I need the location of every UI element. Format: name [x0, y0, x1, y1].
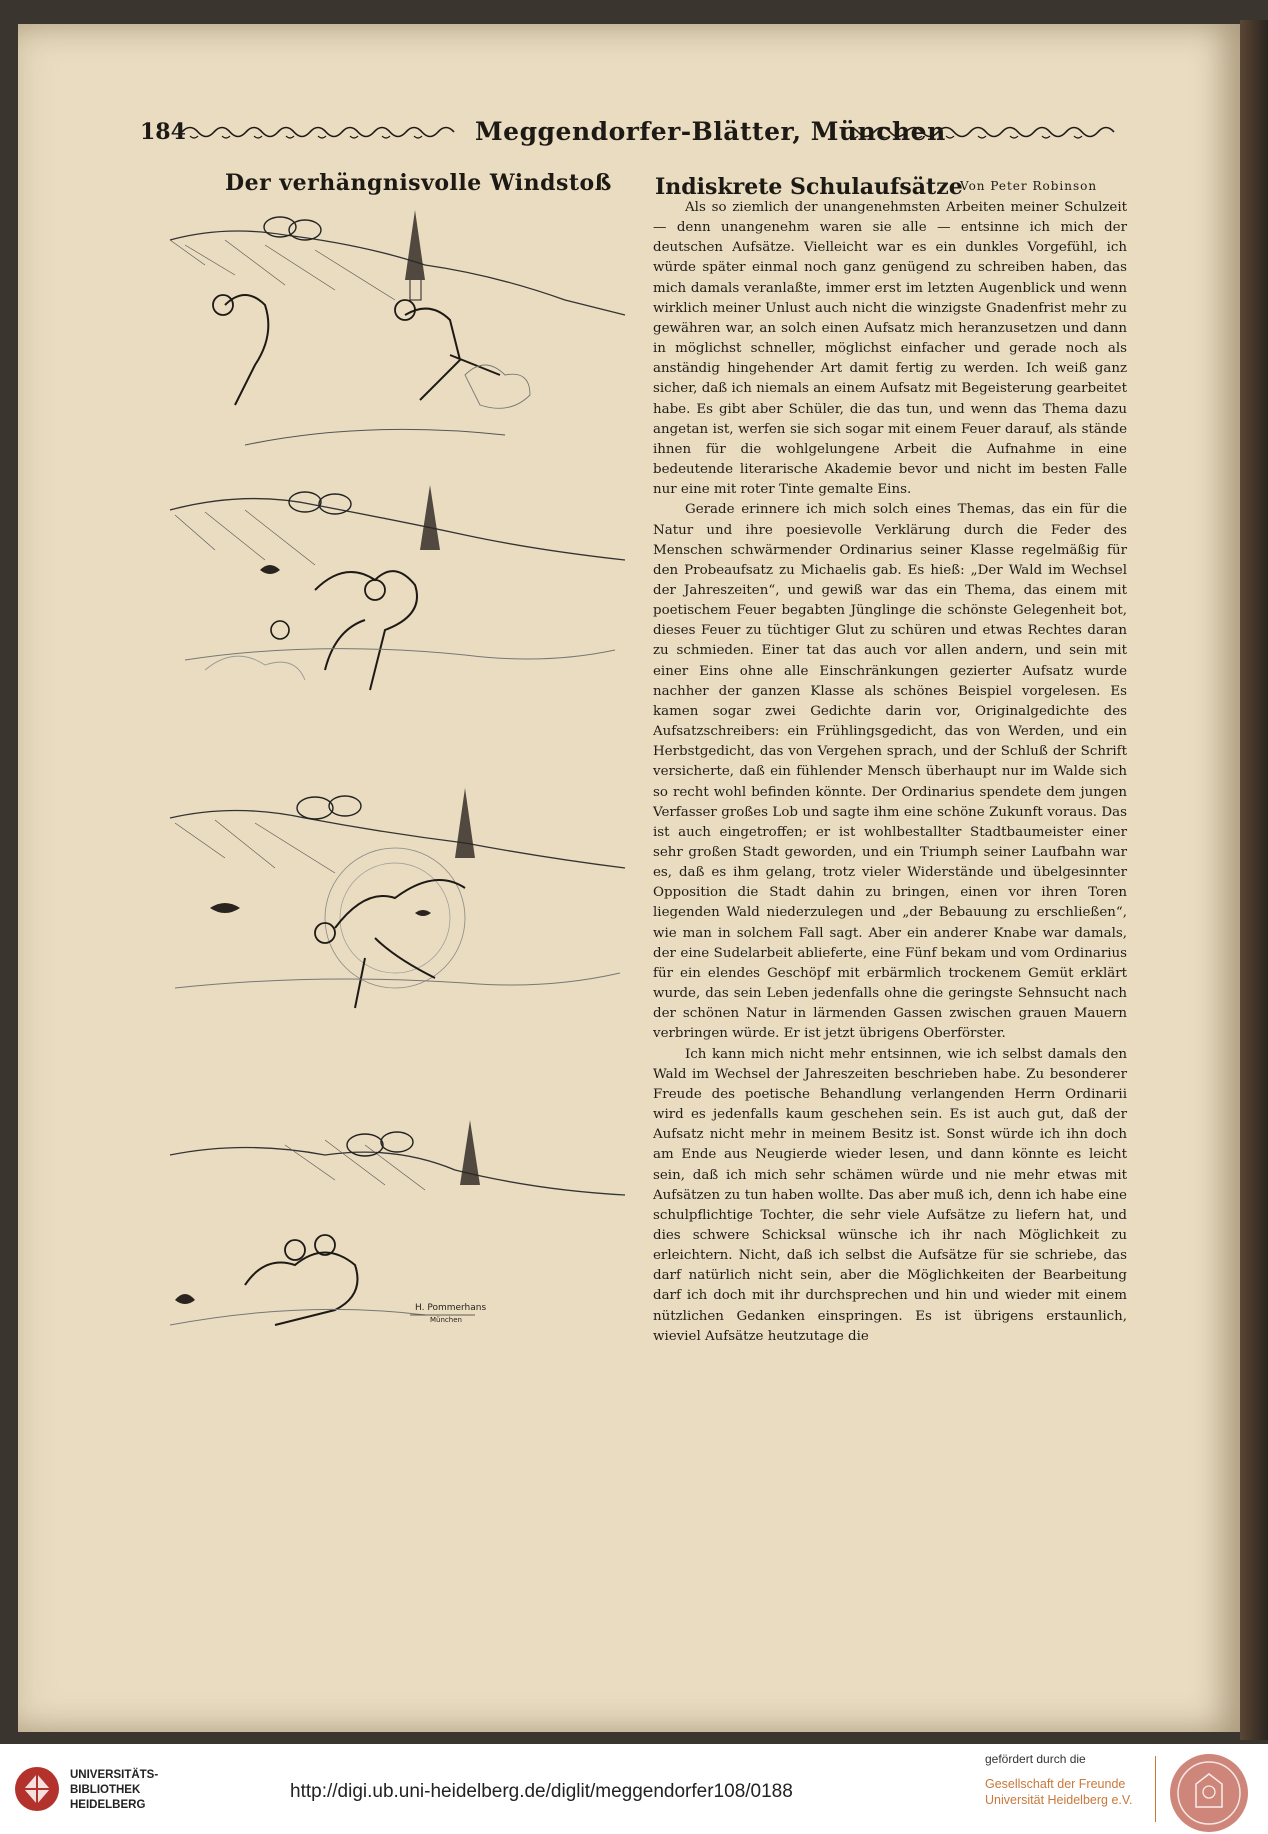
article-paragraph: Gerade erinnere ich mich solch eines Themas, das ein für die Natur und ihre poesievolle Verklärung durch die Feder des Menschen schwärmender Ordinarius seiner Klasse regelmäßig für den Probeaufsatz zu Michaelis gab. Es hieß: „Der Wald im Wechsel der Jahreszeiten“, und gewiß war das ein Thema, das einem mit poetischem Feuer begabten Jünglinge die schönste Gelegenheit bot, dieses Feuer zu tüchtiger Glut zu schüren und etwas Rechtes daran zu schmieden. Einer tat das auch vor allen andern, und sein mit einer Eins ohne alle Einschränkungen gezierter Aufsatz wurde nachher der ganzen Klasse als schönes Beispiel vorgelesen. Es kamen sogar zwei Gedichte darin vor, Originalgedichte des Aufsatzschreibers: ein Frühlingsgedicht, das von Werden, und ein Herbstgedicht, das von Vergehen sprach, und der Schluß der Schrift versicherte, daß ein fühlender Mensch überhaupt nur im Walde sich so recht wohl befinden könnte. Der Ordinarius spendete dem jungen Verfasser großes Lob und sagte ihm eine schöne Zukunft voraus. Das ist auch eingetroffen; er ist wohlbestallter Stadtbaumeister einer sehr großen Stadt geworden, und ein Triumph seiner Laufbahn war es, daß es ihm gelang, trotz vieler Widerstände und übelgesinnter Opposition die Stadt dahin zu bringen, einen vor ihren Toren liegenden Wald niederzulegen und „der Bebauung zu erschließen“, wie man in solchem Fall sagt. Aber ein anderer Knabe war damals, der eine Sudelarbeit ablieferte, eine Fünf bekam und vom Ordinarius für ein elendes Geschöpf mit erbärmlich trockenem Gemüt erklärt wurde, das sein Leben jedenfalls ohne die geringste Sehnsucht nach der schönen Natur in lärmenden Gassen zwischen grauen Mauern verbringen würde. Er ist jetzt übrigens Oberförster.	[653, 502, 1127, 1042]
university-seal-icon	[1168, 1752, 1250, 1834]
page-number: 184	[140, 119, 186, 145]
comic-panel-3	[165, 778, 630, 1043]
running-header	[120, 95, 1130, 146]
article-byline: Von Peter Robinson	[960, 179, 1098, 193]
permalink-url[interactable]: http://digi.ub.uni-heidelberg.de/diglit/meggendorfer108/0188	[290, 1781, 793, 1802]
library-name[interactable]: UNIVERSITÄTS- BIBLIOTHEK HEIDELBERG	[70, 1769, 159, 1811]
comic-panel-4	[165, 1100, 630, 1350]
comic-panel-1	[165, 205, 630, 455]
article-title: Indiskrete Schulaufsätze	[655, 174, 963, 200]
ornament-right	[840, 121, 1125, 143]
article-paragraph: Ich kann mich nicht mehr entsinnen, wie ich selbst damals den Wald im Wechsel der Jahreszeiten beschrieben habe. Zu besonderer Freude des poetische Behandlung verlangenden Herrn Ordinarii wird es jedenfalls kaum geschehen sein. Es ist auch gut, daß der Aufsatz nicht mehr in meinem Besitz ist. Sonst würde ich ihn doch am Ende aus Neugierde wieder lesen, und dann könnte es leicht sein, daß ich mich sehr schämen würde und nie mehr etwas mit Aufsätzen zu tun haben wollte. Das aber muß ich, denn ich habe eine schulpflichtige Tochter, die sehr viele Aufsätze zu liefern hat, und dies schwere Schicksal wünsche ich ihr nach Möglichkeit zu erleichtern. Nicht, daß ich selbst die Aufsätze für sie schriebe, das darf natürlich nicht sein, aber die Möglichkeiten der Bearbeitung darf ich doch mit ihr durchsprechen und hin und wieder mit einem nützlichen Gedanken einspringen. Es ist übrigens erstaunlich, wieviel Aufsätze heutzutage die	[653, 1046, 1127, 1344]
society-name[interactable]: Gesellschaft der Freunde Universität Heidelberg e.V.	[985, 1777, 1133, 1807]
article-body	[653, 198, 1127, 1347]
sponsor-label: gefördert durch die	[985, 1752, 1086, 1766]
footer-divider	[1155, 1756, 1156, 1822]
illustrator-city: München	[430, 1316, 462, 1324]
footer-bar	[0, 1744, 1268, 1834]
article-paragraph: Als so ziemlich der unangenehmsten Arbeiten meiner Schulzeit — denn unangenehm waren sie alle — entsinne ich mich der deutschen Aufsätze. Vielleicht war es ein dunkles Vorgefühl, ich würde später einmal noch ganz genügend zu schreiben haben, das mich damals veranlaßte, immer erst im letzten Augenblick und wenn wirklich meiner Unlust auch nicht die winzigste Gnadenfrist mehr zu gewähren war, an solch einen Aufsatz mich heranzusetzen und dann in möglichst schneller, möglichst einfacher und gerade noch als anständig hingehender Art damit fertig zu werden. Ich weiß ganz sicher, daß ich niemals an einem Aufsatz mit Begeisterung gearbeitet habe. Es gibt aber Schüler, die das tun, und wenn das Thema dazu angetan ist, werfen sie sich sogar mit einem Feuer darauf, als stände ihnen für die wohlgelungene Arbeit die Aufnahme in eine bedeutende literarische Akademie bevor und nicht im besten Falle nur eine mit roter Tinte gemalte Eins.	[653, 200, 1127, 498]
ornament-left	[180, 121, 460, 143]
illustrator-signature: H. Pommerhans	[415, 1303, 487, 1313]
book-binding-edge	[1240, 20, 1268, 1740]
comic-title: Der verhängnisvolle Windstoß	[225, 170, 612, 196]
university-library-logo-icon[interactable]	[12, 1764, 62, 1814]
comic-panel-2	[165, 480, 630, 730]
magazine-title: Meggendorfer-Blätter, München	[475, 117, 946, 146]
